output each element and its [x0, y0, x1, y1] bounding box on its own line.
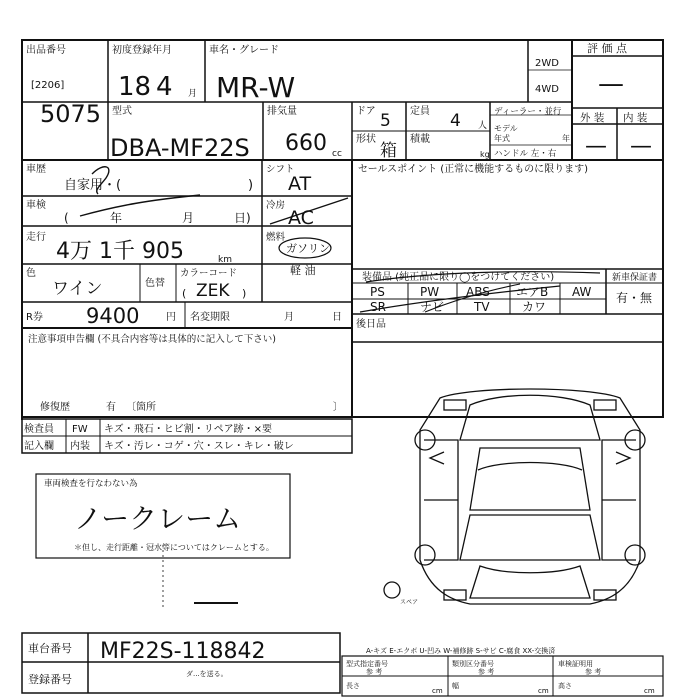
no-claim-value: ノークレーム	[74, 502, 242, 535]
history-close: )	[248, 178, 254, 193]
interior-value: —	[630, 134, 652, 159]
type-num-ref: 参 考	[366, 668, 383, 676]
four-wd: 4WD	[535, 84, 559, 95]
lot-code: [2206]	[31, 80, 65, 91]
exterior-value: —	[585, 134, 607, 159]
inspection-label: 車検	[26, 200, 46, 211]
first-reg-label: 初度登録年月	[112, 45, 172, 56]
inspection-open: (	[64, 211, 69, 225]
no-claim-title: 車両検査を行なわない為	[44, 479, 138, 489]
cat-num-label: 類別区分番号	[452, 660, 494, 668]
inspection-year: 年	[110, 211, 123, 225]
repair-close: 〕	[333, 402, 343, 413]
length-label: 長さ	[346, 682, 360, 690]
color-code-label: カラーコード	[180, 268, 238, 279]
color-value: ワイン	[52, 279, 103, 299]
model-year-label-2: 年式	[494, 134, 510, 143]
equipment-row-1	[370, 285, 592, 299]
reg-cert-label: 車検証明用	[558, 660, 593, 668]
rename-label: 名変期限	[190, 312, 230, 323]
score-label: 評 価 点	[587, 42, 627, 55]
repair-place: 〔箇所	[126, 402, 156, 413]
model-value: DBA-MF22S	[110, 134, 250, 162]
length-unit: cm	[432, 687, 443, 695]
shift-value: AT	[288, 173, 312, 195]
shape-label: 形状	[356, 134, 376, 145]
recycle-value: 9400	[86, 304, 140, 328]
capacity-label: 定員	[410, 106, 430, 117]
inspector-label-2: 記入欄	[24, 441, 54, 452]
displacement-value: 660	[285, 131, 327, 156]
lot-number: 5075	[40, 100, 102, 128]
equip-leather: カワ	[522, 300, 547, 314]
capacity-value: 4	[450, 111, 461, 131]
mileage-unit: km	[218, 255, 232, 265]
sales-point-label: セールスポイント (正常に機能するものに限ります)	[358, 164, 589, 175]
rename-day: 日	[332, 312, 342, 323]
equipment-label: 装備品 (純正品に限り◯をつけてください)	[362, 272, 555, 283]
car-diagram	[384, 389, 645, 604]
inspector-inner: 内装	[70, 441, 90, 452]
first-reg-month: 4	[156, 72, 173, 102]
model-year-label-1: モデル	[494, 124, 518, 133]
shift-label: シフト	[266, 164, 295, 175]
height-unit: cm	[644, 687, 655, 695]
equip-pw: PW	[420, 285, 440, 299]
capacity-unit: 人	[478, 121, 488, 131]
spare-label: スペア	[400, 599, 419, 606]
new-car-label: 新車保証書	[612, 273, 658, 283]
mileage-label: 走行	[26, 232, 46, 243]
reg-label: 登録番号	[28, 673, 72, 686]
cat-num-ref: 参 考	[478, 668, 495, 676]
fuel-label: 燃料	[266, 232, 286, 243]
inspector-fw-text: キズ・飛石・ヒビ割・リペア跡・×要	[104, 424, 272, 435]
equip-tv: TV	[474, 300, 490, 314]
color-label: 色	[26, 268, 36, 279]
model-label: 型式	[112, 106, 132, 117]
equip-abs: ABS	[466, 285, 490, 299]
inspector-fw: FW	[72, 424, 88, 435]
history-value: 自家用・(	[64, 178, 122, 193]
doors-value: 5	[380, 111, 391, 131]
after-goods-label: 後日品	[356, 319, 386, 330]
equip-sr: SR	[370, 300, 386, 314]
mileage-value: 4万 1千 905	[56, 239, 184, 264]
inspection-day: 日)	[234, 211, 251, 225]
equipment-row-2	[370, 300, 546, 314]
car-name-label: 車名・グレード	[209, 45, 279, 56]
dealer-label: ディーラー・並行	[494, 107, 562, 117]
handle-label: ハンドル 左・右	[494, 149, 557, 159]
displacement-label: 排気量	[267, 106, 297, 117]
reg-note: ダ...を送る。	[186, 670, 228, 678]
equip-navi: ナビ	[420, 300, 445, 314]
no-claim-note: ＊但し、走行距離・冠水等についてはクレームとする。	[74, 543, 274, 552]
displacement-unit: cc	[332, 149, 342, 159]
width-unit: cm	[538, 687, 549, 695]
notes-label: 注意事項申告欄 (不具合内容等は具体的に記入して下さい)	[28, 334, 276, 345]
color-change-label: 色替	[145, 278, 165, 289]
exterior-label: 外 装	[580, 112, 605, 124]
fuel-gasoline: ガソリン	[286, 242, 330, 255]
width-label: 幅	[452, 682, 459, 690]
color-paren-open: (	[182, 287, 187, 300]
inspector-label-1: 検査員	[24, 424, 54, 435]
recycle-label: R券	[26, 312, 43, 323]
height-label: 高さ	[558, 682, 572, 690]
lot-label: 出品番号	[26, 45, 66, 56]
inspector-inner-text: キズ・汚レ・コゲ・穴・スレ・キレ・破レ	[104, 441, 294, 452]
repair-yes: 有	[106, 402, 116, 413]
inspection-month: 月	[182, 211, 195, 225]
load-label: 積載	[410, 134, 430, 145]
history-label: 車歴	[26, 164, 46, 175]
shape-value: 箱	[380, 141, 397, 161]
chassis-value: MF22S-118842	[100, 639, 266, 664]
type-num-label: 型式指定番号	[346, 660, 388, 668]
car-name: MR-W	[216, 71, 296, 104]
score-value: —	[598, 69, 624, 99]
model-year-unit: 年	[562, 134, 570, 143]
fuel-diesel: 軽 油	[290, 264, 316, 277]
two-wd: 2WD	[535, 58, 559, 69]
first-reg-month-unit: 月	[188, 89, 198, 99]
equip-aw: AW	[572, 285, 592, 299]
ac-label: 冷房	[266, 200, 286, 211]
rename-month: 月	[284, 312, 294, 323]
recycle-yen: 円	[166, 312, 176, 323]
doors-label: ドア	[356, 106, 376, 117]
first-reg-year: 18	[118, 72, 152, 102]
ac-value: AC	[288, 207, 314, 229]
equip-airbag: エアB	[516, 285, 549, 299]
damage-legend: A-キズ E-エクボ U-凹み W-補修跡 S-サビ C-腐食 XX-交換済	[366, 647, 556, 655]
reg-cert-ref: 参 考	[585, 668, 602, 676]
interior-label: 内 装	[623, 112, 648, 124]
repair-label: 修復歴	[40, 402, 70, 413]
load-unit: kg	[480, 150, 490, 159]
new-car-value: 有・無	[616, 291, 653, 305]
color-paren-close: )	[242, 287, 247, 300]
equip-ps: PS	[370, 285, 385, 299]
color-code: ZEK	[196, 281, 230, 301]
chassis-label: 車台番号	[28, 642, 72, 655]
